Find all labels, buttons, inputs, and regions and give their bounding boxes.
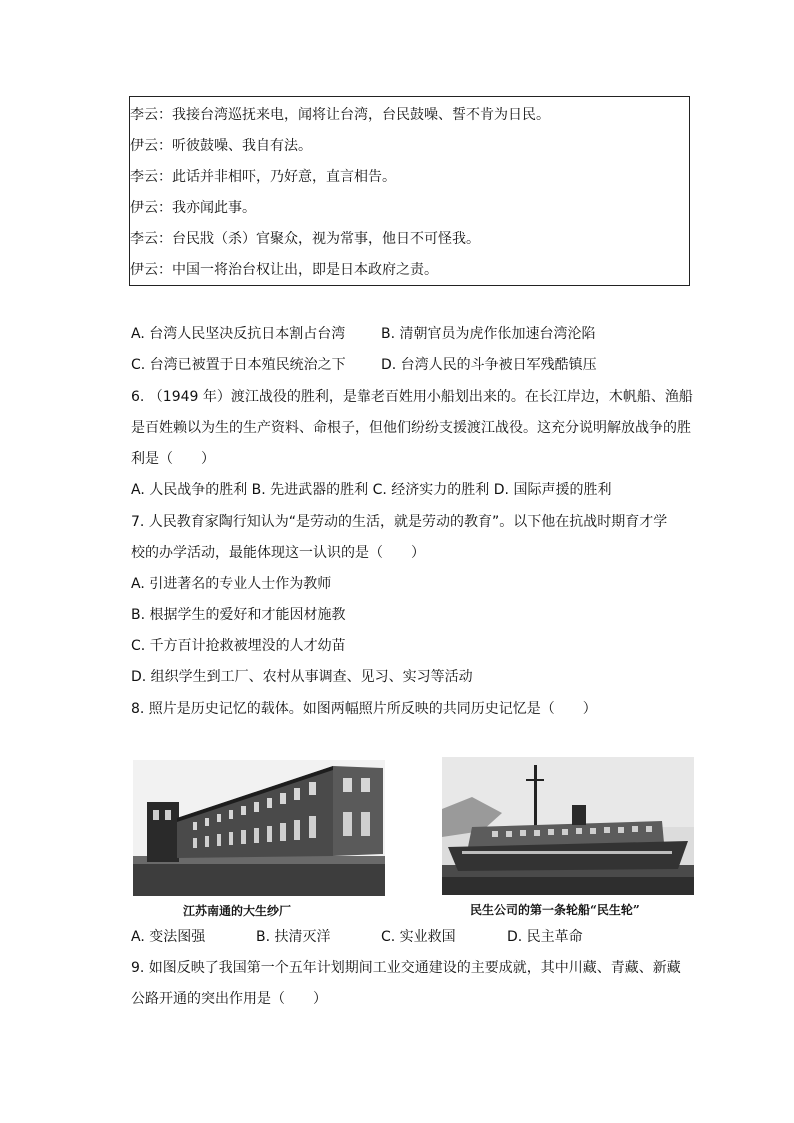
q7-stem-line: 校的办学活动，最能体现这一认识的是（ ） (131, 545, 425, 561)
q8-option-b[interactable]: B. 扶清灭洋 (256, 929, 331, 945)
q5-option-b[interactable]: B. 清朝官员为虎作伥加速台湾沦陷 (381, 326, 596, 342)
q8-option-d[interactable]: D. 民主革命 (507, 929, 583, 945)
q8-option-c[interactable]: C. 实业救国 (381, 929, 456, 945)
q8-stem: 8. 照片是历史记忆的载体。如图两幅照片所反映的共同历史记忆是（ ） (131, 701, 597, 717)
q6-stem-line: 6. （1949 年）渡江战役的胜利，是靠老百姓用小船划出来的。在长江岸边，木帆船、渔船 (131, 389, 693, 405)
q6-stem-line: 是百姓赖以为生的生产资料、命根子，但他们纷纷支援渡江战役。这充分说明解放战争的胜 (131, 420, 691, 436)
q7-option-a[interactable]: A. 引进著名的专业人士作为教师 (131, 576, 332, 592)
dialogue-line: 李云：此话并非相吓，乃好意，直言相告。 (130, 169, 396, 185)
q7-option-d[interactable]: D. 组织学生到工厂、农村从事调查、见习、实习等活动 (131, 669, 473, 685)
q5-option-a[interactable]: A. 台湾人民坚决反抗日本割占台湾 (131, 326, 346, 342)
q7-stem-line: 7. 人民教育家陶行知认为“是劳动的生活，就是劳动的教育”。以下他在抗战时期育才学 (131, 514, 668, 530)
q7-option-c[interactable]: C. 千方百计抢救被埋没的人才幼苗 (131, 638, 346, 654)
dialogue-line: 李云：我接台湾巡抚来电，闻将让台湾，台民鼓噪、誓不肯为日民。 (130, 107, 550, 123)
steamship-photo (442, 757, 694, 895)
factory-photo-caption: 江苏南通的大生纱厂 (183, 904, 292, 918)
dialogue-line: 伊云：听彼鼓噪、我自有法。 (130, 138, 312, 154)
steamship-photo-caption: 民生公司的第一条轮船“民生轮” (470, 903, 640, 917)
q9-stem-line: 9. 如图反映了我国第一个五年计划期间工业交通建设的主要成就，其中川藏、青藏、新藏 (131, 960, 681, 976)
q6-options[interactable]: A. 人民战争的胜利 B. 先进武器的胜利 C. 经济实力的胜利 D. 国际声援的胜利 (131, 482, 612, 498)
q7-option-b[interactable]: B. 根据学生的爱好和才能因材施教 (131, 607, 346, 623)
q5-option-c[interactable]: C. 台湾已被置于日本殖民统治之下 (131, 357, 346, 373)
dialogue-box (129, 96, 690, 286)
q6-stem-line: 利是（ ） (131, 451, 215, 467)
dialogue-line: 李云：台民戕（杀）官聚众，视为常事，他日不可怪我。 (130, 231, 480, 247)
q8-option-a[interactable]: A. 变法图强 (131, 929, 206, 945)
q9-stem-line: 公路开通的突出作用是（ ） (131, 991, 327, 1007)
dialogue-line: 伊云：中国一将治台权让出，即是日本政府之责。 (130, 262, 438, 278)
q5-option-d[interactable]: D. 台湾人民的斗争被日军残酷镇压 (381, 357, 597, 373)
dialogue-line: 伊云：我亦闻此事。 (130, 200, 256, 216)
factory-photo (133, 760, 385, 896)
